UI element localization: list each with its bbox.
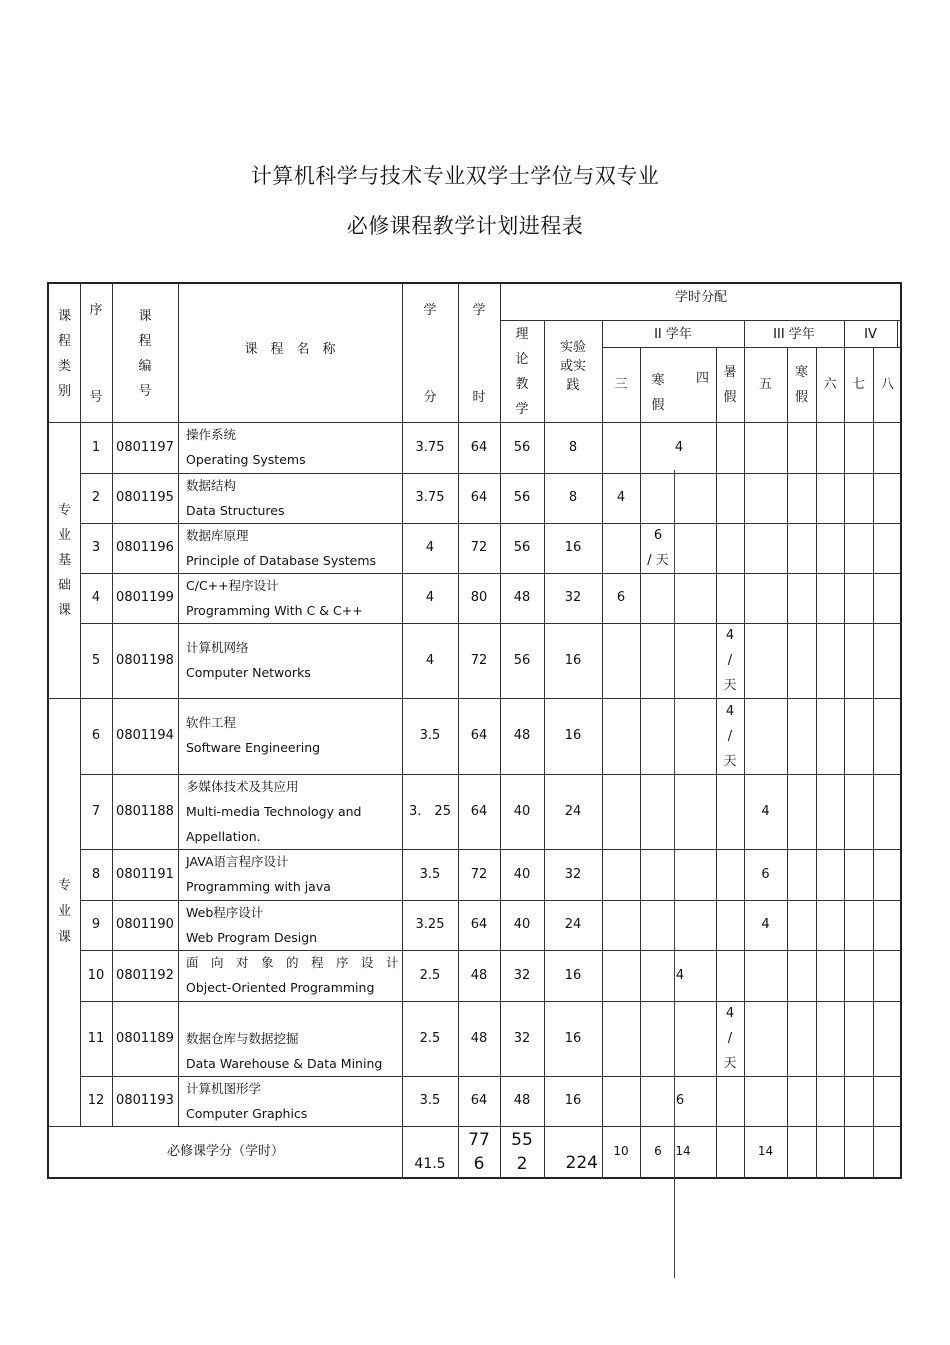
header-year2: II 学年 [654, 326, 692, 342]
table-row-11-theory: 32 [513, 1030, 531, 1046]
header-summer: 暑 假 [723, 365, 737, 405]
table-row-5-lab: 16 [564, 652, 582, 668]
table-row-8-hours: 72 [470, 866, 488, 882]
header-seq: 序 号 [89, 303, 103, 405]
table-row-9-code: 0801190 [116, 917, 174, 933]
table-row-3-credit: 4 [425, 540, 435, 556]
table-row-7-hours: 64 [470, 803, 488, 819]
table-row-2-hours: 64 [470, 490, 488, 506]
table-row-8-theory: 40 [513, 866, 531, 882]
header-code: 课 程 编 号 [138, 309, 152, 399]
total-lab: 224 [565, 1153, 598, 1174]
table-row-2-code: 0801195 [116, 490, 174, 506]
document-subtitle: 必修课程教学计划进程表 [346, 214, 584, 238]
table-row-3-hours: 72 [470, 540, 488, 556]
total-label: 必修课学分（学时） [166, 1143, 284, 1159]
table-row-7-theory: 40 [513, 803, 531, 819]
table-row-11-code: 0801189 [116, 1030, 174, 1046]
total-theory: 55 2 [511, 1129, 533, 1174]
table-row-10-credit: 2.5 [419, 967, 441, 983]
table-row-6-hours: 64 [470, 728, 488, 744]
table-row-1-name: 操作系统 Operating Systems [186, 427, 306, 467]
table-row-7-schedule: 4 [761, 803, 770, 819]
table-row-11-hours: 48 [470, 1030, 488, 1046]
header-sem7: 七 [851, 377, 865, 393]
table-row-8-code: 0801191 [116, 866, 174, 882]
header-sem6: 六 [823, 377, 837, 393]
table-row-5-name: 计算机网络 Computer Networks [186, 640, 311, 680]
table-row-9-hours: 64 [470, 917, 488, 933]
table-row-6-lab: 16 [564, 728, 582, 744]
table-row-3-seq: 3 [91, 540, 101, 556]
table-row-3-code: 0801196 [116, 540, 174, 556]
table-row-11-seq: 11 [87, 1030, 105, 1046]
table-row-2-schedule: 4 [616, 490, 626, 506]
total-credit: 41.5 [414, 1156, 446, 1173]
table-row-12-lab: 16 [564, 1093, 582, 1109]
table-row-11-schedule: 4 / 天 [723, 1006, 737, 1071]
table-row-9-name: Web程序设计 Web Program Design [186, 905, 318, 945]
table-row-12-credit: 3.5 [419, 1093, 441, 1109]
table-row-1-lab: 8 [568, 439, 578, 455]
header-sem3: 三 [614, 377, 628, 393]
table-row-1-theory: 56 [513, 439, 531, 455]
table-row-8-seq: 8 [91, 866, 101, 882]
table-row-6-code: 0801194 [116, 728, 174, 744]
total-sem3: 10 [613, 1144, 629, 1159]
table-row-7-lab: 24 [564, 803, 582, 819]
table-row-12-schedule: 6 [675, 1093, 685, 1109]
table-row-10-theory: 32 [513, 967, 531, 983]
header-hours: 学 时 [472, 303, 486, 405]
group-basic-courses: 专 业 基 础 课 [57, 502, 71, 618]
header-sem8: 八 [880, 377, 894, 393]
curriculum-table [47, 282, 902, 1179]
table-row-6-seq: 6 [91, 728, 101, 744]
table-row-6-name: 软件工程 Software Engineering [186, 715, 321, 755]
table-row-12-seq: 12 [87, 1093, 105, 1109]
table-row-4-lab: 32 [564, 590, 582, 606]
table-row-8-schedule: 6 [761, 866, 770, 882]
table-row-8-credit: 3.5 [419, 866, 441, 882]
table-row-4-seq: 4 [91, 590, 101, 606]
table-row-12-code: 0801193 [116, 1093, 174, 1109]
header-sem4: 四 [695, 371, 709, 387]
table-row-12-name: 计算机图形学 Computer Graphics [186, 1081, 308, 1121]
table-row-2-theory: 56 [513, 490, 531, 506]
document-title: 计算机科学与技术专业双学士学位与双专业 [250, 164, 660, 188]
table-row-10-schedule: 4 [675, 967, 685, 983]
table-row-4-theory: 48 [513, 590, 531, 606]
table-row-3-name: 数据库原理 Principle of Database Systems [186, 528, 377, 568]
table-row-1-seq: 1 [91, 439, 101, 455]
table-row-3-theory: 56 [513, 540, 531, 556]
table-row-6-credit: 3.5 [419, 728, 441, 744]
table-row-11-name: 数据仓库与数据挖掘 Data Warehouse & Data Mining [186, 1031, 383, 1071]
table-row-4-credit: 4 [425, 590, 435, 606]
table-row-10-name: 面 向 对 象 的 程 序 设 计 Object-Oriented Programming [186, 955, 399, 995]
header-lab: 实验 或实 践 [559, 339, 586, 393]
table-row-3-lab: 16 [564, 540, 582, 556]
table-row-9-schedule: 4 [761, 917, 770, 933]
table-row-10-seq: 10 [87, 967, 105, 983]
table-row-5-schedule: 4 / 天 [723, 628, 737, 693]
header-credit: 学 分 [423, 303, 437, 405]
table-row-4-schedule: 6 [616, 590, 626, 606]
table-row-6-schedule: 4 / 天 [723, 703, 737, 769]
header-allocation: 学时分配 [674, 290, 727, 306]
header-sem5: 五 [758, 377, 772, 393]
table-row-8-lab: 32 [564, 866, 582, 882]
table-row-2-name: 数据结构 Data Structures [186, 478, 285, 518]
stray-vertical-line [674, 470, 675, 1278]
table-row-12-hours: 64 [470, 1093, 488, 1109]
table-row-5-credit: 4 [425, 652, 435, 668]
table-row-9-credit: 3.25 [415, 917, 445, 933]
table-row-4-code: 0801199 [116, 590, 174, 606]
table-row-8-name: JAVA语言程序设计 Programming with java [186, 854, 331, 894]
table-row-6-theory: 48 [513, 728, 531, 744]
table-row-5-seq: 5 [91, 652, 101, 668]
table-row-7-code: 0801188 [116, 803, 174, 819]
table-row-2-lab: 8 [568, 490, 578, 506]
header-winter2: 寒 假 [651, 373, 665, 413]
table-row-4-name: C/C++程序设计 Programming With C & C++ [186, 578, 363, 618]
table-row-1-schedule: 4 [674, 439, 684, 455]
header-year3: III 学年 [773, 326, 815, 342]
header-theory: 理 论 教 学 [515, 326, 529, 417]
header-winter3: 寒 假 [794, 365, 808, 405]
table-row-7-name: 多媒体技术及其应用 Multi-media Technology and Appellation. [186, 779, 362, 844]
table-row-7-credit: 3. 25 [409, 803, 451, 819]
table-row-10-code: 0801192 [116, 967, 174, 983]
table-row-5-hours: 72 [470, 652, 488, 668]
table-row-11-credit: 2.5 [419, 1030, 441, 1046]
table-row-7-seq: 7 [91, 803, 101, 819]
table-row-5-code: 0801198 [116, 652, 174, 668]
table-row-9-lab: 24 [564, 917, 582, 933]
table-row-2-credit: 3.75 [415, 490, 445, 506]
total-winter2: 6 [654, 1144, 662, 1159]
table-row-4-hours: 80 [470, 590, 488, 606]
group-major-courses: 专 业 课 [57, 878, 71, 945]
table-row-1-hours: 64 [470, 439, 488, 455]
total-sem4: 14 [675, 1144, 691, 1159]
table-row-10-hours: 48 [470, 967, 488, 983]
table-row-2-seq: 2 [91, 490, 101, 506]
header-year4: IV [864, 326, 877, 342]
header-category: 课 程 类 别 [57, 309, 71, 399]
header-course-name: 课 程 名 称 [244, 342, 336, 358]
table-row-1-code: 0801197 [116, 439, 174, 455]
table-row-3-schedule: 6 / 天 [647, 528, 669, 568]
total-hours: 77 6 [468, 1129, 490, 1174]
table-row-9-theory: 40 [513, 917, 531, 933]
table-row-11-lab: 16 [564, 1030, 582, 1046]
table-row-1-credit: 3.75 [415, 439, 445, 455]
table-row-9-seq: 9 [91, 917, 101, 933]
table-row-10-lab: 16 [564, 967, 582, 983]
total-sem5: 14 [757, 1144, 774, 1159]
table-row-5-theory: 56 [513, 652, 531, 668]
table-row-12-theory: 48 [513, 1093, 531, 1109]
